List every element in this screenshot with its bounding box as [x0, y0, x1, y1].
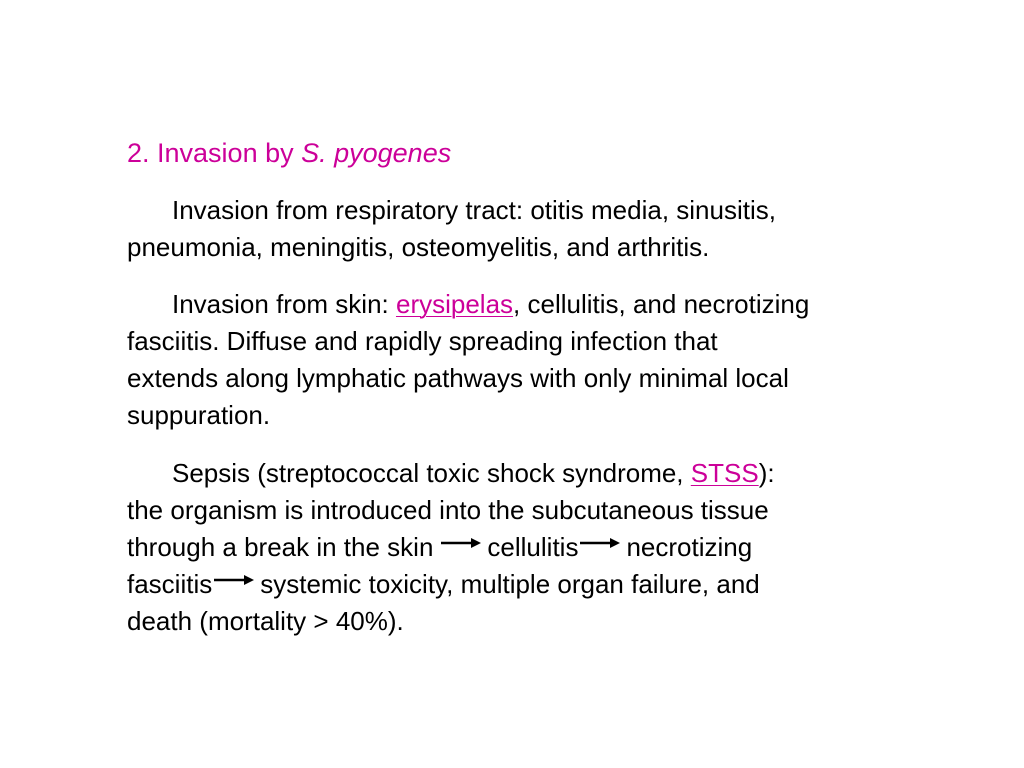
- sepsis-line-3: [127, 529, 957, 566]
- sepsis-paragraph: [127, 455, 957, 640]
- skin-paragraph: [127, 286, 957, 434]
- right-arrow-icon: [580, 536, 620, 550]
- skin-line-1-suffix: , cellulitis, and necrotizing: [513, 289, 810, 319]
- skin-line-2: fasciitis. Diffuse and rapidly spreading infection that: [127, 326, 718, 356]
- sepsis-line-4: [127, 566, 957, 603]
- sepsis-line-3-part-c: necrotizing: [626, 532, 753, 562]
- sepsis-line-4-part-a: fasciitis: [127, 569, 213, 599]
- respiratory-paragraph: [127, 192, 957, 266]
- heading-organism: S. pyogenes: [301, 138, 452, 168]
- right-arrow-icon: [441, 536, 481, 550]
- respiratory-line-1: Invasion from respiratory tract: otitis media, sinusitis,: [172, 195, 776, 225]
- sepsis-line-3-part-b: cellulitis: [487, 532, 579, 562]
- sepsis-line-5: death (mortality > 40%).: [127, 606, 404, 636]
- respiratory-line-2: pneumonia, meningitis, osteomyelitis, and arthritis.: [127, 232, 710, 262]
- skin-line-1: [127, 286, 957, 323]
- section-heading: [127, 136, 451, 170]
- erysipelas-link[interactable]: erysipelas: [395, 289, 514, 319]
- skin-line-4: suppuration.: [127, 400, 271, 430]
- sepsis-line-1-prefix: Sepsis (streptococcal toxic shock syndrome,: [172, 458, 691, 488]
- skin-line-1-prefix: Invasion from skin:: [172, 289, 396, 319]
- sepsis-line-1-suffix: ):: [758, 458, 775, 488]
- sepsis-line-1: [127, 455, 957, 492]
- sepsis-line-3-part-a: through a break in the skin: [127, 532, 434, 562]
- right-arrow-icon: [214, 573, 254, 587]
- skin-line-3: extends along lymphatic pathways with only minimal local: [127, 363, 789, 393]
- heading-prefix: 2. Invasion by: [127, 138, 302, 168]
- stss-link[interactable]: STSS: [690, 458, 759, 488]
- sepsis-line-4-part-b: systemic toxicity, multiple organ failure, and: [260, 569, 760, 599]
- sepsis-line-2: the organism is introduced into the subcutaneous tissue: [127, 495, 769, 525]
